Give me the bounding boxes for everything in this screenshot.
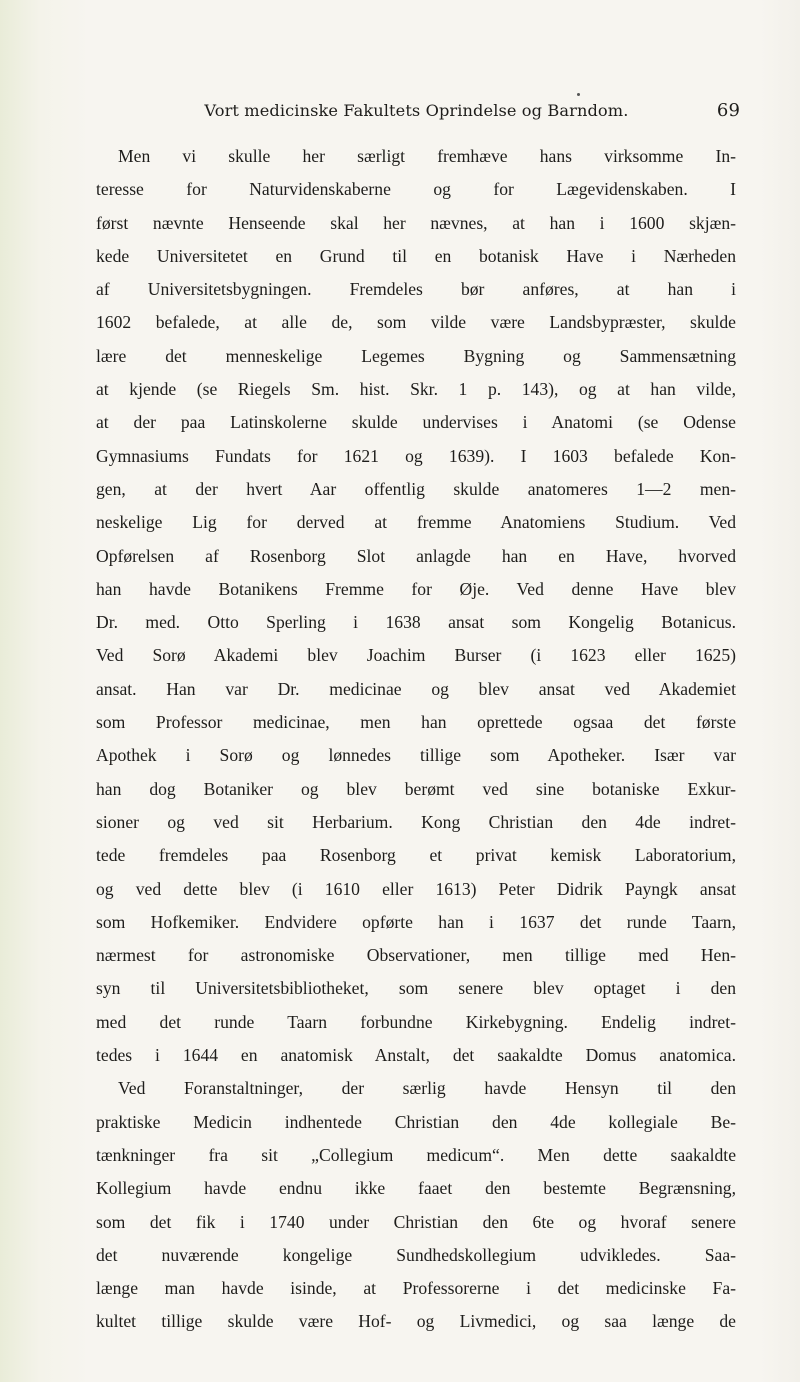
text-line: som det fik i 1740 under Christian den 6te og hvoraf senere <box>96 1211 736 1232</box>
text-line: tede fremdeles paa Rosenborg et privat kemisk Laboratorium, <box>96 845 736 866</box>
text-line: praktiske Medicin indhentede Christian den 4de kollegiale Be- <box>96 1111 736 1132</box>
text-line: kultet tillige skulde være Hof- og Livmedici, og saa længe de <box>96 1311 736 1332</box>
text-line: med det runde Taarn forbundne Kirkebygning. Endelig indret- <box>96 1011 736 1032</box>
text-line: gen, at der hvert Aar offentlig skulde anatomeres 1—2 men- <box>96 478 736 499</box>
text-line: Opførelsen af Rosenborg Slot anlagde han en Have, hvorved <box>96 545 736 566</box>
text-line: af Universitetsbygningen. Fremdeles bør anføres, at han i <box>96 279 736 300</box>
text-line: Ved Sorø Akademi blev Joachim Burser (i 1623 eller 1625) <box>96 645 736 666</box>
text-line: Dr. med. Otto Sperling i 1638 ansat som Kongelig Botanicus. <box>96 612 736 633</box>
text-line: Apothek i Sorø og lønnedes tillige som Apotheker. Især var <box>96 745 736 766</box>
text-line: det nuværende kongelige Sundhedskollegium udvikledes. Saa- <box>96 1244 736 1265</box>
text-line: lære det menneskelige Legemes Bygning og Sammensætning <box>96 345 736 366</box>
text-line: han havde Botanikens Fremme for Øje. Ved denne Have blev <box>96 578 736 599</box>
text-line: som Professor medicinae, men han oprettede ogsaa det første <box>96 712 736 733</box>
text-line: kede Universitetet en Grund til en botanisk Have i Nærheden <box>96 245 736 266</box>
text-line: syn til Universitetsbibliotheket, som senere blev optaget i den <box>96 978 736 999</box>
text-line: nærmest for astronomiske Observationer, men tillige med Hen- <box>96 945 736 966</box>
text-line: at der paa Latinskolerne skulde undervises i Anatomi (se Odense <box>96 412 736 433</box>
text-line: og ved dette blev (i 1610 eller 1613) Peter Didrik Payngk ansat <box>96 878 736 899</box>
running-head <box>120 100 740 124</box>
text-line: længe man havde isinde, at Professorerne i det medicinske Fa- <box>96 1278 736 1299</box>
text-line: sioner og ved sit Herbarium. Kong Christian den 4de indret- <box>96 811 736 832</box>
text-line: som Hofkemiker. Endvidere opførte han i 1637 det runde Taarn, <box>96 911 736 932</box>
text-line: 1602 befalede, at alle de, som vilde være Landsbypræster, skulde <box>96 312 736 333</box>
text-line: tedes i 1644 en anatomisk Anstalt, det saakaldte Domus anatomica. <box>96 1045 736 1066</box>
running-head-title: Vort medicinske Fakultets Oprindelse og Barndom. <box>204 101 629 120</box>
text-line: neskelige Lig for derved at fremme Anatomiens Studium. Ved <box>96 512 736 533</box>
text-line: Gymnasiums Fundats for 1621 og 1639). I 1603 befalede Kon- <box>96 445 736 466</box>
text-line: at kjende (se Riegels Sm. hist. Skr. 1 p. 143), og at han vilde, <box>96 379 736 400</box>
page-number: 69 <box>716 100 740 121</box>
text-line: Kollegium havde endnu ikke faaet den bestemte Begrænsning, <box>96 1178 736 1199</box>
print-mark <box>577 93 580 96</box>
text-line: Ved Foranstaltninger, der særlig havde Hensyn til den <box>118 1078 736 1099</box>
text-line: tænkninger fra sit „Collegium medicum“. Men dette saakaldte <box>96 1144 736 1165</box>
body-text <box>96 140 736 1339</box>
text-line: først nævnte Henseende skal her nævnes, at han i 1600 skjæn- <box>96 212 736 233</box>
text-line: teresse for Naturvidenskaberne og for Lægevidenskaben. I <box>96 179 736 200</box>
text-line: ansat. Han var Dr. medicinae og blev ansat ved Akademiet <box>96 678 736 699</box>
text-line: Men vi skulle her særligt fremhæve hans virksomme In- <box>118 146 736 166</box>
text-line: han dog Botaniker og blev berømt ved sine botaniske Exkur- <box>96 778 736 799</box>
